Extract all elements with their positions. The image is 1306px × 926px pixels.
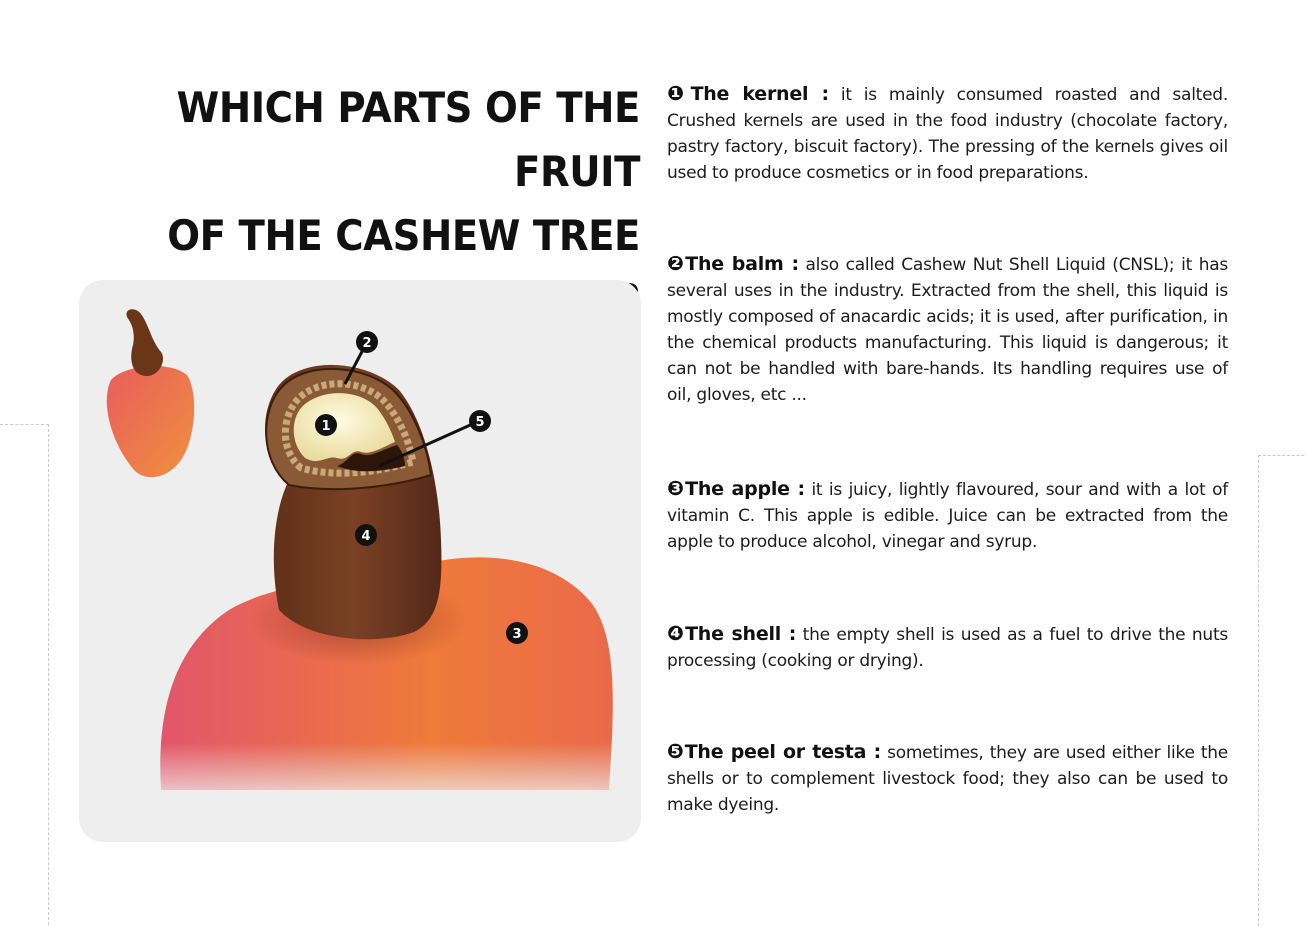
title-line-2: OF THE CASHEW TREE [167,211,641,260]
cashew-illustration [79,280,641,842]
callout-1 [315,414,337,436]
part-number-4: ❹ [667,621,686,645]
svg-text:1: 1 [321,419,331,434]
part-number-2: ❷ [667,251,686,275]
part-number-5: ❺ [667,739,685,763]
part-kernel [667,80,1228,186]
part-description: the empty shell is used as a fuel to drive the nuts processing (cooking or drying). [667,625,1228,671]
part-description: it is mainly consumed roasted and salted. Crushed kernels are used in the food industry (chocolate factory, pastry factory, biscuit factory). The pressing of the kernels gives oil used to produce cosmetics or in food preparations. [667,85,1228,183]
svg-text:5: 5 [475,415,485,430]
svg-text:3: 3 [512,627,522,642]
cashew-nut [265,365,441,639]
part-heading: The apple : [685,478,805,500]
callout-2 [356,331,378,353]
part-number-3: ❸ [667,476,686,500]
part-heading: The kernel : [690,83,829,105]
part-shell [667,620,1228,674]
part-description: also called Cashew Nut Shell Liquid (CNSL); it has several uses in the industry. Extracted from the shell, this liquid is mostly composed of anacardic acids; it is used, after purification, in the chemical products manufacturing. This liquid is dangerous; it can not be handled with bare-hands. Its handling requires use of oil, gloves, etc ... [667,255,1229,405]
small-cashew-fruit [107,309,194,477]
callout-3 [506,622,528,644]
part-description: it is juicy, lightly flavoured, sour and with a lot of vitamin C. This apple is edible. Juice can be extracted from the apple to produce alcohol, vinegar and syrup. [667,480,1229,552]
part-number-1: ❶ [667,81,691,105]
part-balm [667,250,1228,408]
callout-5 [469,410,491,432]
part-peel-or-testa [667,738,1228,818]
svg-text:4: 4 [361,529,371,544]
part-heading: The balm : [685,253,799,275]
svg-text:2: 2 [362,336,372,351]
part-description: sometimes, they are used either like the shells or to complement livestock food; they also can be used to make dyeing. [667,743,1229,815]
part-heading: The peel or testa : [684,741,881,763]
right-dashed-frame [1258,455,1306,926]
left-dashed-frame [0,424,49,925]
title-line-1: WHICH PARTS OF THE FRUIT [176,83,640,196]
cashew-illustration-panel [79,280,641,842]
callout-4 [355,524,377,546]
part-apple [667,475,1228,555]
part-heading: The shell : [685,623,797,645]
